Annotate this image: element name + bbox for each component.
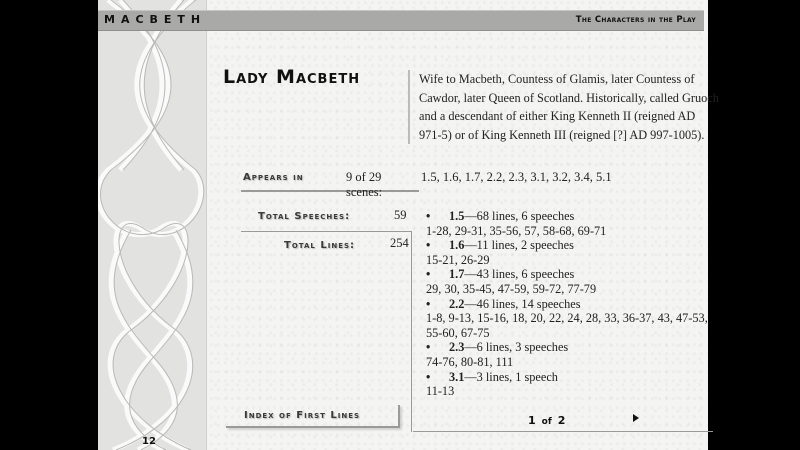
scene-item [426,238,711,267]
scene-summary: —11 lines, 2 speeches [464,238,574,253]
scene-summary: —68 lines, 6 speeches [464,209,575,223]
pager [528,414,565,427]
bullet-icon: • [426,238,431,253]
scene-id: 1.5 [449,209,465,223]
totals-frame [241,231,412,432]
bullet-icon: • [426,267,431,282]
scene-item [426,297,711,341]
scene-line-ranges: 11-13 [426,384,455,399]
scene-line-ranges: 1-8, 9-13, 15-16, 18, 20, 22, 24, 28, 33, 36-37, 43, 47-53, 55-60, 67-75 [426,311,708,340]
index-of-first-lines-button[interactable] [226,405,400,428]
book-title: MACBETH [104,13,207,26]
scene-item [426,267,711,296]
pager-total: 2 [557,414,566,427]
pager-current: 1 [528,414,536,427]
scene-summary: —3 lines, 1 speech [464,369,558,384]
section-title: The Characters in the Play [575,15,696,25]
scene-id: 2.3 [449,340,465,355]
scene-details-list [426,209,711,399]
bullet-icon: • [426,296,431,311]
bullet-icon: • [426,369,431,384]
scene-item [426,370,711,399]
bullet-icon: • [426,209,431,223]
appears-scenes-list: 1.5, 1.6, 1.7, 2.2, 2.3, 3.1, 3.2, 3.4, 5.1 [421,170,612,184]
scene-summary: —6 lines, 3 speeches [464,340,569,355]
total-lines-value: 254 [390,236,409,250]
scene-line-ranges: 29, 30, 35-45, 47-59, 59-72, 77-79 [426,281,597,296]
scene-line-ranges: 1-28, 29-31, 35-56, 57, 58-68, 69-71 [426,223,607,238]
scene-item [426,209,711,238]
appears-in-label: Appears in [243,172,304,183]
page-number: 12 [142,436,156,447]
next-page-arrow-icon[interactable] [633,414,639,422]
scene-summary: —43 lines, 6 speeches [464,267,575,282]
appears-in-row [241,170,419,199]
scene-line-ranges: 74-76, 80-81, 111 [426,354,514,369]
index-button-label: Index of First Lines [244,410,361,421]
scene-id: 1.7 [449,267,465,282]
scene-summary: —46 lines, 14 speeches [464,296,581,311]
scene-id: 1.6 [449,238,465,253]
character-description: Wife to Macbeth, Countess of Glamis, later Countess of Cawdor, later Queen of Scotland. Historically, called Gruoch and a descendant of either King Kenneth II (reigned AD 971-5) or of King Kenneth III (reigned [?] AD 997-1005). [408,70,719,144]
appears-count: 9 of 29 scenes: [346,170,383,199]
scene-id: 3.1 [449,369,465,384]
total-lines-label: Total Lines: [284,240,356,251]
scene-list-divider [413,431,713,432]
header-bar [98,10,704,31]
character-name: Lady Macbeth [223,66,361,88]
scene-line-ranges: 15-21, 26-29 [426,252,490,267]
total-speeches-label: Total Speeches: [258,211,351,222]
scene-id: 2.2 [449,296,465,311]
book-page [98,0,719,450]
knotwork-decoration-icon [98,0,206,450]
bullet-icon: • [426,340,431,355]
celtic-knot-border [98,0,207,450]
scene-item [426,340,711,369]
pager-of: of [541,417,552,427]
total-speeches-value: 59 [394,208,407,222]
